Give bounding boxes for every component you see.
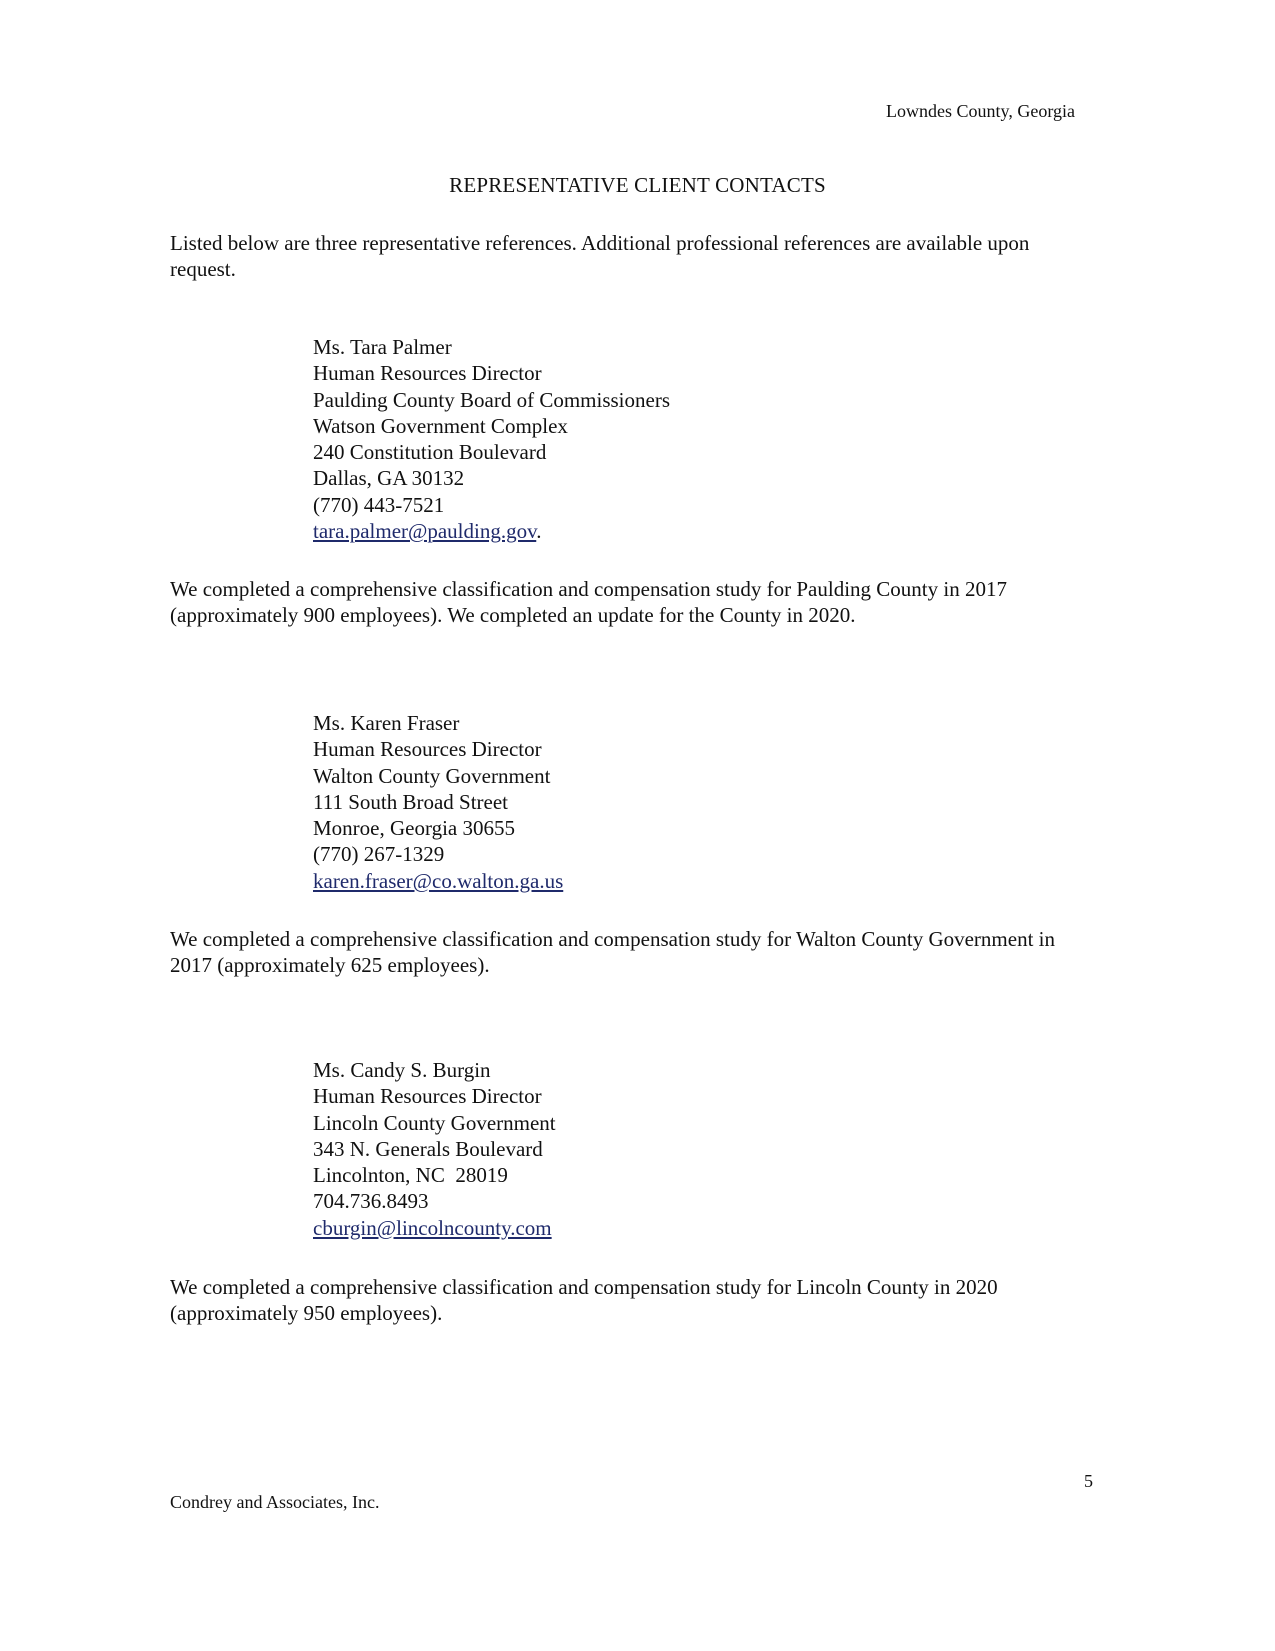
contact-name: Ms. Candy S. Burgin: [313, 1058, 491, 1082]
contact-phone: (770) 267-1329: [313, 842, 445, 867]
contact-city: Dallas, GA 30132: [313, 466, 465, 491]
contact-title: Human Resources Director: [313, 737, 542, 762]
contact-description-paulding: We completed a comprehensive classification and compensation study for Paulding County in 2017 (approximately 900 employees). We completed an update for the County in 2020.: [170, 577, 1007, 627]
contact-email-line: [313, 868, 913, 894]
contact-city: Lincolnton, NC 28019: [313, 1163, 508, 1188]
intro-paragraph: Listed below are three representative references. Additional professional references are available upon request.: [170, 231, 1030, 281]
contact-street: 111 South Broad Street: [313, 789, 509, 814]
page-number: 5: [1084, 1471, 1093, 1491]
contact-building: Watson Government Complex: [313, 413, 568, 438]
contact-title: Human Resources Director: [313, 1084, 542, 1109]
contact-block-lincoln: [313, 1057, 913, 1241]
header-location: Lowndes County, Georgia: [886, 101, 1075, 121]
footer-company: Condrey and Associates, Inc.: [170, 1492, 380, 1512]
contact-email-line: [313, 518, 913, 544]
contact-email-link[interactable]: karen.fraser@co.walton.ga.us: [313, 868, 564, 893]
contact-phone: (770) 443-7521: [313, 492, 445, 517]
contact-street: 240 Constitution Boulevard: [313, 440, 547, 465]
contact-name: Ms. Karen Fraser: [313, 711, 460, 735]
page-title: REPRESENTATIVE CLIENT CONTACTS: [449, 173, 826, 197]
contact-phone: 704.736.8493: [313, 1189, 429, 1214]
contact-title: Human Resources Director: [313, 361, 542, 386]
contact-city: Monroe, Georgia 30655: [313, 816, 515, 841]
contact-description-lincoln: We completed a comprehensive classification and compensation study for Lincoln County in 2020 (approximately 950 employees).: [170, 1275, 998, 1325]
contact-name: Ms. Tara Palmer: [313, 335, 452, 359]
contact-organization: Lincoln County Government: [313, 1110, 556, 1135]
contact-block-walton: [313, 710, 913, 894]
contact-organization: Paulding County Board of Commissioners: [313, 387, 670, 412]
contact-email-line: [313, 1215, 913, 1241]
contact-organization: Walton County Government: [313, 763, 551, 788]
contact-block-paulding: [313, 334, 913, 544]
contact-email-suffix: .: [536, 519, 542, 544]
contact-description-walton: We completed a comprehensive classification and compensation study for Walton County Government in 2017 (approximately 625 employees).: [170, 927, 1056, 977]
contact-email-link[interactable]: tara.palmer@paulding.gov: [313, 519, 537, 544]
contact-street: 343 N. Generals Boulevard: [313, 1136, 543, 1161]
contact-email-link[interactable]: cburgin@lincolncounty.com: [313, 1215, 552, 1240]
